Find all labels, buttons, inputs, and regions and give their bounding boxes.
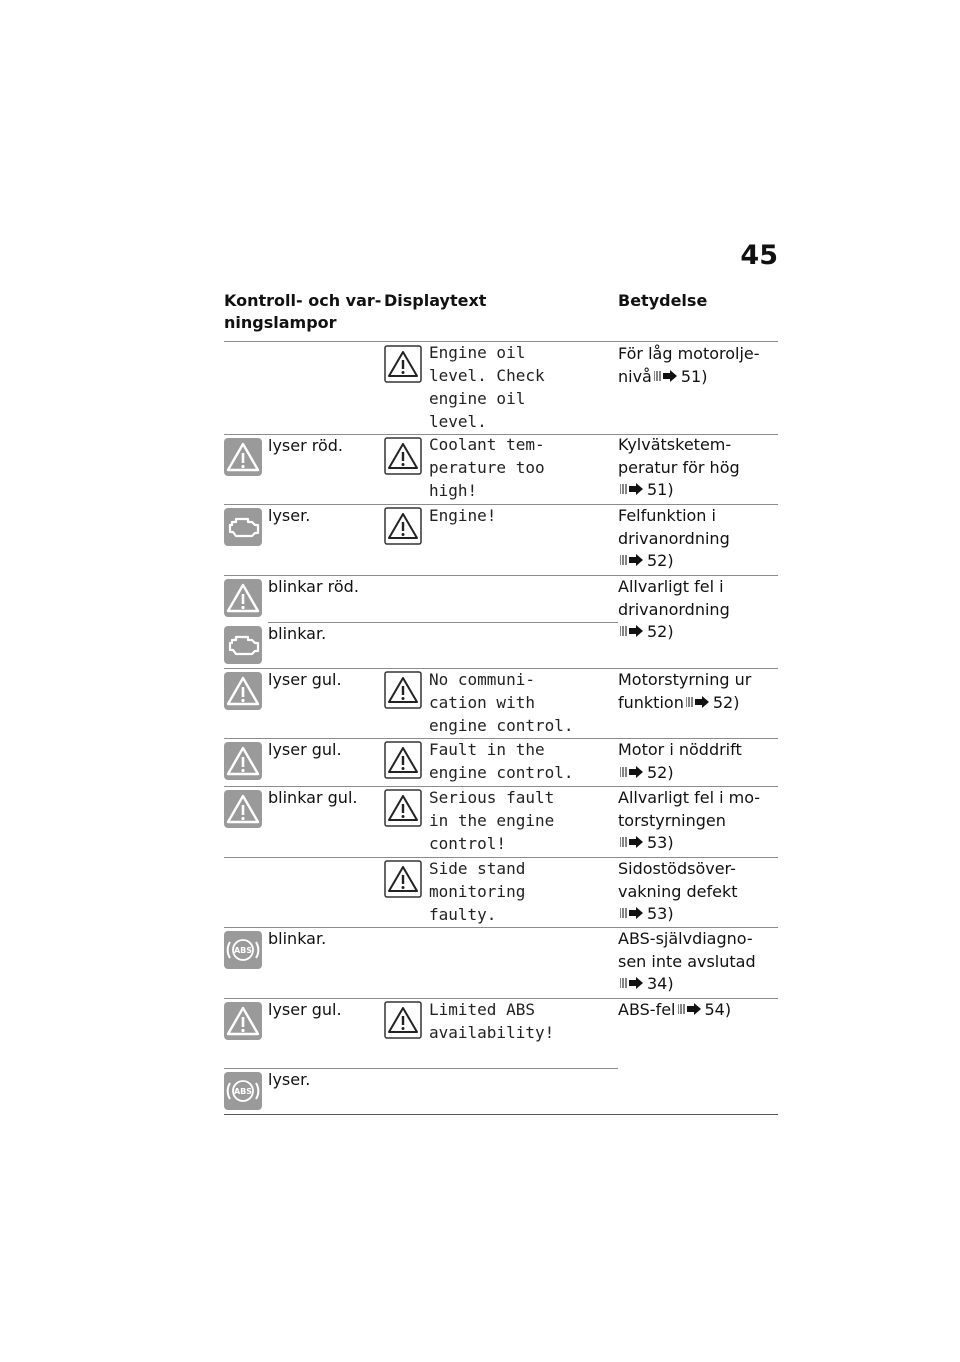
lamp-condition: blinkar gul. [268,788,358,807]
warning-triangle-icon [384,507,422,545]
engine-icon [224,626,262,664]
meaning [618,739,780,784]
page-reference-arrow-icon [620,621,644,644]
meaning-text: ABS-självdiagno- sen inte avslutad [618,929,756,971]
warning-triangle-icon [384,345,422,383]
page-reference[interactable]: 51) [647,480,674,499]
page-number: 45 [740,240,778,271]
header-lamps: Kontroll- och var- ningslampor [224,291,382,332]
page-reference-arrow-icon [678,999,702,1022]
abs-icon [224,1072,262,1110]
page-reference-arrow-icon [620,832,644,855]
page-reference[interactable]: 52) [647,622,674,641]
display-text: Side stand monitoring faulty. [429,859,526,924]
meaning [618,669,780,714]
engine-icon [224,508,262,546]
meaning [618,858,780,926]
warning-triangle-icon [384,860,422,898]
lamp-condition: lyser gul. [268,670,342,689]
display-text: Engine oil level. Check engine oil level. [429,343,545,431]
page-reference[interactable]: 52) [647,551,674,570]
table-header [224,290,778,340]
meaning [618,343,780,388]
page-reference-arrow-icon [654,366,678,389]
lamp-condition: lyser. [268,506,311,525]
warning-triangle-icon [224,1002,262,1040]
abs-icon [224,931,262,969]
page-reference[interactable]: 53) [647,904,674,923]
meaning [618,999,780,1022]
lamp-condition: lyser röd. [268,436,344,455]
meaning [618,787,780,855]
warning-triangle-icon [224,579,262,617]
meaning [618,928,780,996]
abs-label: ABS [233,946,253,955]
abs-label: ABS [233,1087,253,1096]
display-text: No communi- cation with engine control. [429,670,574,735]
page-reference[interactable]: 53) [647,833,674,852]
warning-triangle-icon [224,790,262,828]
meaning-text: Motor i nöddrift [618,740,742,759]
meaning-text: Motorstyrning ur funktion [618,670,752,712]
meaning [618,505,780,573]
page-reference-arrow-icon [620,550,644,573]
meaning-text: Felfunktion i drivanordning [618,506,730,548]
meaning [618,434,780,502]
lamp-condition: lyser gul. [268,1000,342,1019]
page-reference-arrow-icon [686,692,710,715]
lamp-condition: blinkar. [268,929,327,948]
warning-triangle-icon [384,1001,422,1039]
lamp-condition: lyser. [268,1070,311,1089]
page-reference-arrow-icon [620,762,644,785]
meaning-text: Sidostödsöver- vakning defekt [618,859,738,901]
meaning [618,576,780,644]
meaning-text: ABS-fel [618,1000,676,1019]
warning-triangle-icon [224,742,262,780]
page-reference-arrow-icon [620,903,644,926]
lamp-condition: lyser gul. [268,740,342,759]
page-reference[interactable]: 54) [704,1000,732,1019]
display-text: Limited ABS availability! [429,1000,555,1042]
header-meaning: Betydelse [618,291,708,310]
warning-triangle-icon [224,672,262,710]
page-reference[interactable]: 51) [680,366,708,386]
lamp-condition: blinkar röd. [268,577,359,596]
warning-triangle-icon [384,437,422,475]
page-reference[interactable]: 52) [712,692,740,712]
warning-triangle-icon [384,671,422,709]
meaning-text: Allvarligt fel i drivanordning [618,577,730,619]
page-reference-arrow-icon [620,479,644,502]
meaning-text: Kylvätsketem- peratur för hög [618,435,740,477]
meaning-text: Allvarligt fel i mo- torstyrningen [618,788,761,830]
warning-triangle-icon [224,438,262,476]
header-display-text: Displaytext [384,291,487,310]
warning-triangle-icon [384,789,422,827]
display-text: Coolant tem- perature too high! [429,435,545,500]
display-text: Engine! [429,506,497,525]
page-reference-arrow-icon [620,973,644,996]
table-bottom-rule [224,1114,778,1115]
display-text: Fault in the engine control. [429,740,574,782]
meaning-text: För låg motorolje- nivå [618,344,760,386]
warning-triangle-icon [384,741,422,779]
page-reference[interactable]: 34) [647,974,674,993]
page-reference[interactable]: 52) [647,762,674,782]
display-text: Serious fault in the engine control! [429,788,555,853]
lamp-condition: blinkar. [268,624,327,643]
